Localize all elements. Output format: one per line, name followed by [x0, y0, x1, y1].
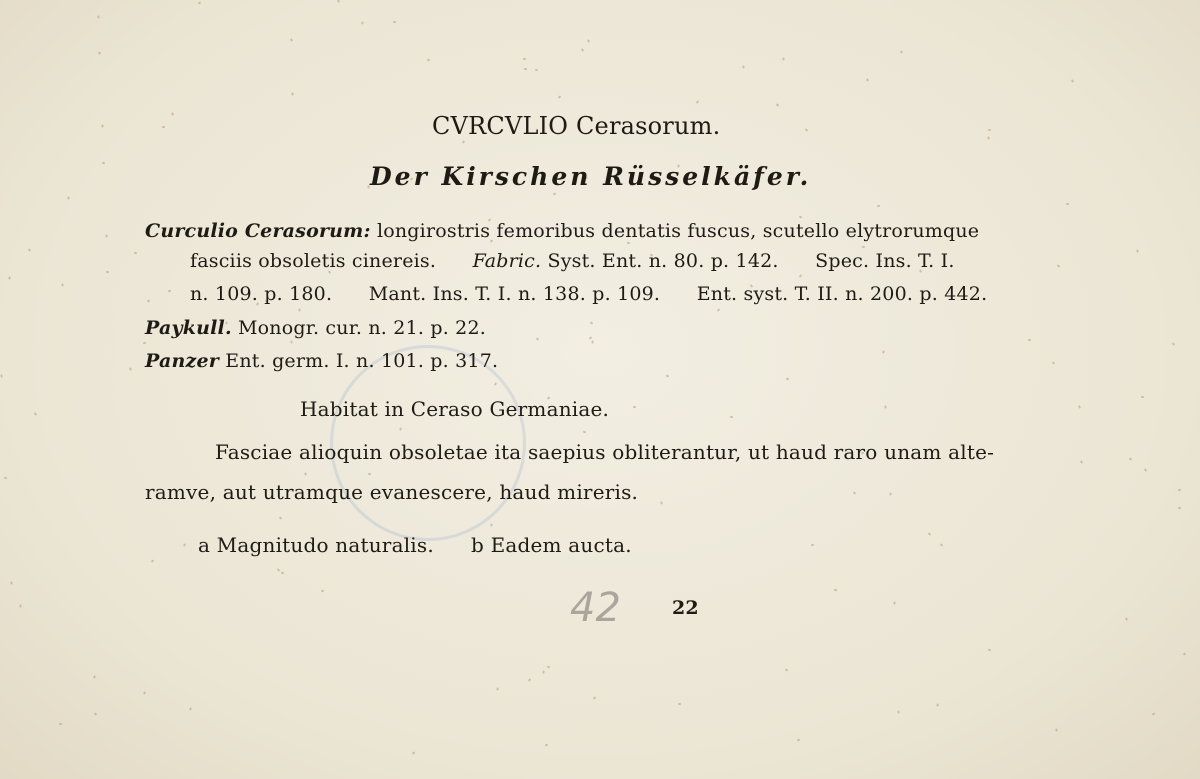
paper-fibre	[730, 416, 733, 418]
paper-fibre	[988, 129, 991, 131]
caption-b: b Eadem aucta.	[471, 533, 632, 557]
paper-fibre	[94, 712, 98, 715]
paper-fibre	[545, 744, 549, 747]
paper-fibre	[1178, 488, 1182, 491]
paper-fibre	[279, 516, 283, 519]
paper-fibre	[666, 374, 670, 377]
paper-fibre	[866, 78, 868, 81]
paper-fibre	[183, 543, 186, 547]
paper-fibre	[633, 406, 636, 409]
paper-fibre	[106, 271, 109, 274]
paper-fibre	[1071, 79, 1074, 82]
paper-fibre	[490, 523, 493, 527]
description-text-2: fasciis obsoletis cinereis.	[190, 250, 437, 272]
paper-fibre	[583, 431, 587, 434]
paper-fibre	[889, 492, 891, 495]
paper-fibre	[1136, 249, 1139, 252]
paper-fibre	[988, 648, 992, 651]
paper-fibre	[496, 687, 499, 690]
reference-text: Monogr. cur. n. 21. p. 22.	[238, 317, 487, 339]
paper-fibre	[147, 299, 151, 302]
paper-fibre	[591, 340, 593, 343]
paper-fibre	[321, 589, 325, 592]
paper-fibre	[143, 342, 146, 344]
reference-fabric-text: Syst. Ent. n. 80. p. 142.	[547, 250, 779, 272]
paper-fibre	[304, 472, 307, 475]
paper-fibre	[19, 604, 22, 607]
reference-mant-text: Mant. Ins. T. I. n. 138. p. 109.	[368, 283, 661, 305]
reference-line-panzer	[145, 350, 498, 372]
note-line-2: ramve, aut utramque evanescere, haud mireris.	[145, 480, 639, 504]
paper-fibre	[1178, 506, 1182, 509]
reference-spec-cont: n. 109. p. 180.	[190, 283, 333, 305]
paper-fibre	[412, 751, 416, 754]
paper-fibre	[524, 68, 527, 70]
paper-fibre	[535, 69, 538, 71]
paper-fibre	[28, 248, 31, 252]
paper-fibre	[1055, 728, 1058, 732]
paper-fibre	[987, 136, 990, 140]
paper-fibre	[1078, 405, 1081, 408]
paper-fibre	[97, 15, 99, 18]
page-number: 22	[672, 597, 699, 619]
paper-fibre	[547, 666, 550, 669]
paper-fibre	[834, 589, 837, 592]
paper-fibre	[1129, 457, 1133, 460]
reference-text: Ent. germ. I. n. 101. p. 317.	[225, 350, 499, 372]
paper-fibre	[542, 670, 545, 673]
paper-fibre	[590, 321, 594, 324]
paper-fibre	[853, 491, 856, 495]
paper-fibre	[361, 21, 364, 24]
reference-author: Panzer	[145, 350, 219, 372]
paper-fibre	[877, 205, 880, 207]
paper-fibre	[776, 103, 780, 106]
paper-fibre	[281, 571, 285, 574]
page-subtitle: Der Kirschen Rüsselkäfer.	[370, 162, 812, 191]
paper-fibre	[67, 196, 69, 199]
paper-fibre	[678, 703, 681, 705]
paper-fibre	[189, 707, 192, 711]
paper-fibre	[151, 559, 155, 562]
paper-fibre	[1057, 264, 1061, 268]
description-line-3	[190, 283, 987, 305]
paper-fibre	[134, 252, 137, 255]
paper-fibre	[59, 723, 62, 725]
paper-fibre	[660, 501, 663, 505]
paper-fibre	[528, 678, 531, 682]
paper-fibre	[393, 21, 396, 23]
paper-fibre	[291, 92, 294, 96]
paper-fibre	[805, 128, 809, 131]
paper-fibre	[290, 340, 292, 343]
description-line-1	[145, 220, 979, 242]
reference-author-fabric: Fabric.	[472, 250, 542, 272]
paper-fibre	[742, 65, 745, 68]
paper-fibre	[1172, 342, 1176, 345]
paper-fibre	[337, 0, 339, 3]
paper-fibre	[34, 412, 37, 416]
paper-fibre	[900, 50, 903, 53]
paper-fibre	[894, 602, 896, 605]
reference-line-paykull	[145, 317, 486, 339]
paper-fibre	[717, 308, 721, 312]
habitat-text: Habitat in Ceraso Germaniae.	[300, 397, 610, 421]
description-text-1: longirostris femoribus dentatis fuscus, scutello elytrorumque	[376, 220, 980, 242]
reference-ent-text: Ent. syst. T. II. n. 200. p. 442.	[696, 283, 988, 305]
paper-fibre	[1144, 468, 1147, 472]
paper-fibre	[0, 374, 2, 377]
paper-fibre	[1080, 460, 1083, 463]
paper-fibre	[558, 95, 562, 98]
paper-fibre	[290, 38, 293, 42]
paper-fibre	[797, 738, 801, 741]
paper-fibre	[298, 308, 300, 311]
paper-fibre	[523, 58, 526, 60]
paper-fibre	[936, 703, 938, 706]
paper-fibre	[171, 112, 174, 116]
paper-fibre	[1125, 617, 1128, 620]
paper-fibre	[277, 568, 280, 572]
paper-fibre	[884, 405, 886, 408]
paper-fibre	[93, 675, 96, 678]
paper-fibre	[786, 378, 789, 381]
paper-fibre	[928, 532, 932, 535]
description-line-2	[190, 250, 955, 272]
paper-fibre	[785, 668, 789, 671]
paper-fibre	[553, 192, 557, 195]
paper-fibre	[61, 283, 63, 286]
paper-fibre	[162, 126, 165, 128]
note-line-1: Fasciae alioquin obsoletae ita saepius obliterantur, ut haud raro unam alte-	[215, 440, 995, 464]
paper-fibre	[882, 350, 884, 353]
paper-fibre	[1028, 339, 1031, 342]
paper-fibre	[897, 710, 899, 713]
paper-fibre	[1183, 652, 1187, 656]
paper-fibre	[799, 215, 803, 218]
paper-fibre	[862, 246, 865, 248]
paper-fibre	[4, 477, 7, 480]
paper-fibre	[536, 337, 540, 341]
paper-fibre	[799, 274, 803, 278]
paper-fibre	[1052, 361, 1056, 364]
paper-fibre	[589, 336, 593, 339]
paper-fibre	[129, 367, 132, 370]
paper-fibre	[627, 242, 630, 244]
paper-fibre	[143, 691, 146, 695]
paper-fibre	[198, 1, 202, 4]
figure-caption	[198, 533, 632, 557]
paper-fibre	[10, 581, 12, 584]
reference-spec-text: Spec. Ins. T. I.	[815, 250, 955, 272]
caption-a: a Magnitudo naturalis.	[198, 533, 434, 557]
paper-fibre	[811, 544, 814, 546]
paper-fibre	[462, 140, 465, 144]
page-title: CVRCVLIO Cerasorum.	[432, 112, 721, 140]
paper-fibre	[168, 290, 171, 293]
paper-fibre	[102, 161, 106, 164]
paper-fibre	[587, 39, 590, 43]
paper-fibre	[101, 124, 103, 127]
paper-fibre	[1141, 396, 1144, 398]
reference-author: Paykull.	[145, 317, 232, 339]
paper-fibre	[696, 100, 699, 104]
paper-fibre	[782, 57, 784, 60]
paper-fibre	[105, 234, 108, 237]
species-name: Curculio Cerasorum:	[145, 220, 371, 242]
paper-fibre	[593, 696, 596, 700]
paper-fibre	[1152, 712, 1156, 715]
paper-fibre	[427, 59, 431, 62]
paper-fibre	[940, 543, 943, 547]
paper-fibre	[581, 48, 584, 52]
paper-fibre	[1066, 203, 1069, 205]
pencil-annotation: 42	[570, 585, 621, 631]
paper-fibre	[8, 276, 11, 279]
paper-fibre	[98, 51, 102, 54]
